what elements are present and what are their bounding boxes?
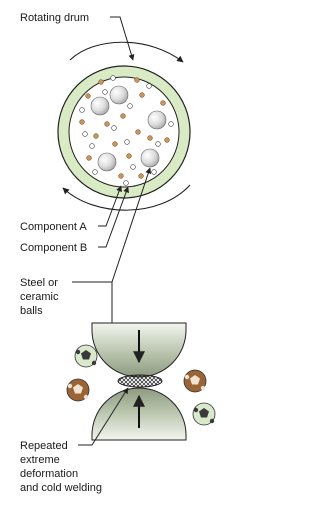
particle-b — [131, 165, 136, 170]
particle-b — [93, 170, 98, 175]
powder-ball-light-right — [193, 403, 215, 425]
particle-a — [127, 154, 132, 159]
particle-a — [80, 120, 85, 125]
particle-b — [156, 142, 161, 147]
particle-b — [128, 104, 133, 109]
particle-b — [103, 90, 108, 95]
particle-a — [161, 101, 166, 106]
deformation-label-line: and cold welding — [20, 482, 102, 494]
deformation-label-line: Repeated — [20, 440, 68, 452]
particle-a — [87, 156, 92, 161]
steel-balls-label-line: ceramic — [20, 291, 59, 303]
soccer-ball-patch — [210, 419, 214, 423]
component-b-label: Component B — [20, 242, 88, 254]
milling-ball — [148, 111, 166, 129]
rotating-drum-label: Rotating drum — [20, 12, 90, 24]
deformation-label-line: extreme — [20, 454, 60, 466]
compressed-particle — [118, 375, 162, 387]
soccer-ball-patch — [84, 395, 88, 399]
component-a-label: Component A — [20, 221, 87, 233]
deformation-label-line: deformation — [20, 468, 79, 480]
deformation-label — [20, 440, 102, 494]
particle-b — [83, 132, 88, 137]
particle-a — [94, 134, 99, 139]
steel-balls-label-line: balls — [20, 305, 43, 317]
particle-b — [112, 126, 117, 131]
particle-b — [111, 76, 116, 81]
particle-a — [119, 174, 124, 179]
milling-ball — [110, 86, 128, 104]
powder-ball-light-left — [75, 345, 97, 367]
milling-ball — [141, 149, 159, 167]
particle-b — [80, 108, 85, 113]
milling-ball — [91, 97, 109, 115]
particle-a — [135, 78, 140, 83]
particle-b — [147, 84, 152, 89]
particle-a — [139, 174, 144, 179]
soccer-ball-patch — [92, 361, 96, 365]
steel-balls-label-line: Steel or — [20, 277, 58, 289]
powder-ball-brown-left — [67, 379, 89, 401]
soccer-ball-patch — [68, 384, 72, 388]
soccer-ball-patch — [185, 375, 189, 379]
particle-b — [90, 144, 95, 149]
particle-a — [99, 80, 104, 85]
steel-balls-label — [20, 277, 62, 317]
particle-b — [125, 140, 130, 145]
particle-b — [169, 122, 174, 127]
soccer-ball-patch — [194, 408, 198, 412]
milling-ball — [98, 153, 116, 171]
particle-b — [124, 181, 129, 186]
particle-a — [136, 130, 141, 135]
particle-a — [105, 122, 110, 127]
soccer-ball-patch — [201, 386, 205, 390]
powder-ball-brown-right — [184, 370, 206, 392]
particle-a — [165, 138, 170, 143]
particle-a — [86, 94, 91, 99]
particle-a — [148, 136, 153, 141]
rotation-arrow-top-icon — [70, 42, 183, 62]
soccer-ball-patch — [76, 350, 80, 354]
rotating-drum-leader-line — [110, 17, 133, 60]
particle-a — [140, 93, 145, 98]
particle-b — [152, 170, 157, 175]
particle-a — [121, 114, 126, 119]
particle-a — [113, 142, 118, 147]
